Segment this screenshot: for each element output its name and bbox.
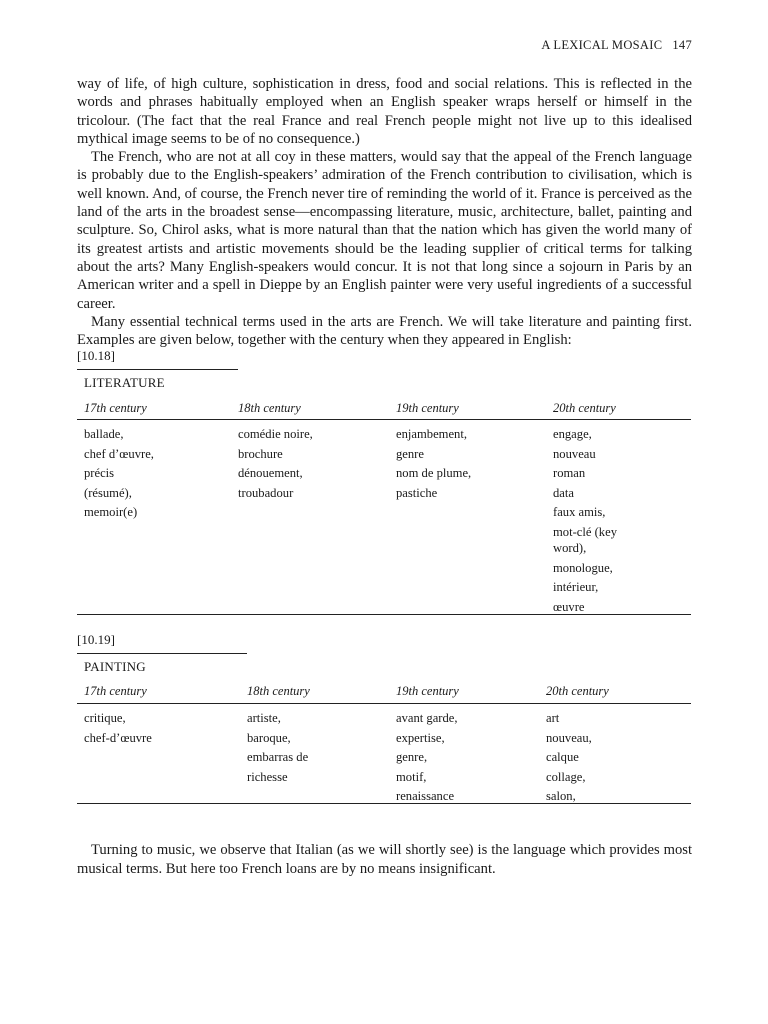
- term: collage,: [546, 769, 586, 784]
- example-label: [10.18]: [77, 348, 115, 363]
- term: critique,: [84, 711, 126, 725]
- closing-text: [77, 841, 692, 878]
- term-column: [396, 710, 536, 808]
- label-rule: [77, 653, 247, 654]
- running-title: A LEXICAL MOSAIC: [541, 38, 663, 52]
- term: roman: [553, 466, 586, 481]
- term: art: [546, 711, 560, 725]
- column-heading: 19th century: [396, 684, 459, 698]
- term: chef-d’œuvre: [84, 730, 152, 745]
- term: intérieur,: [553, 580, 599, 595]
- term-column: [247, 710, 387, 788]
- term: expertise,: [396, 730, 445, 745]
- table-bottom-rule: [77, 803, 691, 804]
- term: calque: [546, 750, 579, 765]
- term: data: [553, 485, 574, 500]
- term: salon,: [546, 789, 576, 804]
- term: faux amis,: [553, 505, 606, 520]
- term: troubadour: [238, 485, 294, 500]
- term: nouveau,: [546, 730, 592, 745]
- term-column: [84, 710, 234, 749]
- category-title: LITERATURE: [84, 375, 165, 390]
- term: motif,: [396, 769, 427, 784]
- column-heading: 17th century: [84, 401, 147, 415]
- example-label: [10.19]: [77, 632, 115, 647]
- column-heading: 20th century: [546, 684, 609, 698]
- term: genre,: [396, 750, 428, 765]
- term: (résumé),: [84, 485, 132, 500]
- paragraph-2: The French, who are not at all coy in these matters, would say that the appeal of the French language is probably due to the English-speakers’ admiration of the French contribution to civilisation, which is well known. And, of course, the French never tire of reminding the world of it. France is perceived as the land of the arts in the broadest sense—encompassing literature, music, architecture, ballet, painting and sculpture. So, Chirol asks, what is more natural than that the nation which has given the world many of its greatest artists and artistic movements should be the leading supplier of critical terms for talking about the arts? Many English-speakers would concur. It is not that long since a sojourn in Paris by an American writer and a spell in Dieppe by an English painter were very useful ingredients of a successful career.: [77, 149, 692, 312]
- column-heading: 18th century: [238, 401, 301, 415]
- term: nouveau: [553, 446, 596, 461]
- term-column: [396, 426, 536, 504]
- term: avant garde,: [396, 711, 458, 725]
- header-rule: [77, 703, 691, 704]
- column-heading: 18th century: [247, 684, 310, 698]
- column-heading: 17th century: [84, 684, 147, 698]
- term: enjambement,: [396, 427, 467, 441]
- term: nom de plume,: [396, 466, 472, 481]
- term: genre: [396, 446, 424, 461]
- running-header: [541, 38, 692, 53]
- paragraph-4: Turning to music, we observe that Italian (as we will shortly see) is the language which provides most musical terms. But here too French loans are by no means insignificant.: [77, 842, 692, 877]
- term-column: [84, 426, 224, 524]
- term: artiste,: [247, 711, 281, 725]
- label-rule: [77, 369, 238, 370]
- term: chef d’œuvre,: [84, 446, 154, 461]
- page-number: 147: [672, 38, 692, 52]
- body-text: [77, 75, 692, 349]
- term: comédie noire,: [238, 427, 313, 441]
- header-rule: [77, 419, 691, 420]
- term: memoir(e): [84, 505, 138, 520]
- term: baroque,: [247, 730, 291, 745]
- term-column: [238, 426, 378, 504]
- term: engage,: [553, 427, 592, 441]
- category-title: PAINTING: [84, 659, 146, 674]
- term: embarras de: [247, 750, 309, 765]
- term: précis: [84, 466, 115, 481]
- term: richesse: [247, 769, 288, 784]
- term-column: [546, 710, 676, 808]
- term: renaissance: [396, 789, 455, 804]
- term: pastiche: [396, 485, 438, 500]
- table-bottom-rule: [77, 614, 691, 615]
- paragraph-3: Many essential technical terms used in the arts are French. We will take literature and painting first. Examples are given below, together with the century when they appeared in English:: [77, 313, 692, 349]
- term: dénouement,: [238, 466, 303, 481]
- term-column: [553, 426, 635, 618]
- paragraph-1: way of life, of high culture, sophistication in dress, food and social relations. This is reflected in the words and phrases habitually employed when an English speaker wraps herself or himself in the tricolour. (The fact that the real France and real French people might not live up to this idealised mythical image seems to be of no consequence.): [77, 76, 692, 147]
- term: monologue,: [553, 560, 613, 575]
- column-heading: 19th century: [396, 401, 459, 415]
- column-heading: 20th century: [553, 401, 616, 415]
- term: brochure: [238, 446, 283, 461]
- term: mot-clé (key word),: [553, 524, 617, 555]
- term: ballade,: [84, 427, 124, 441]
- term: œuvre: [553, 599, 585, 614]
